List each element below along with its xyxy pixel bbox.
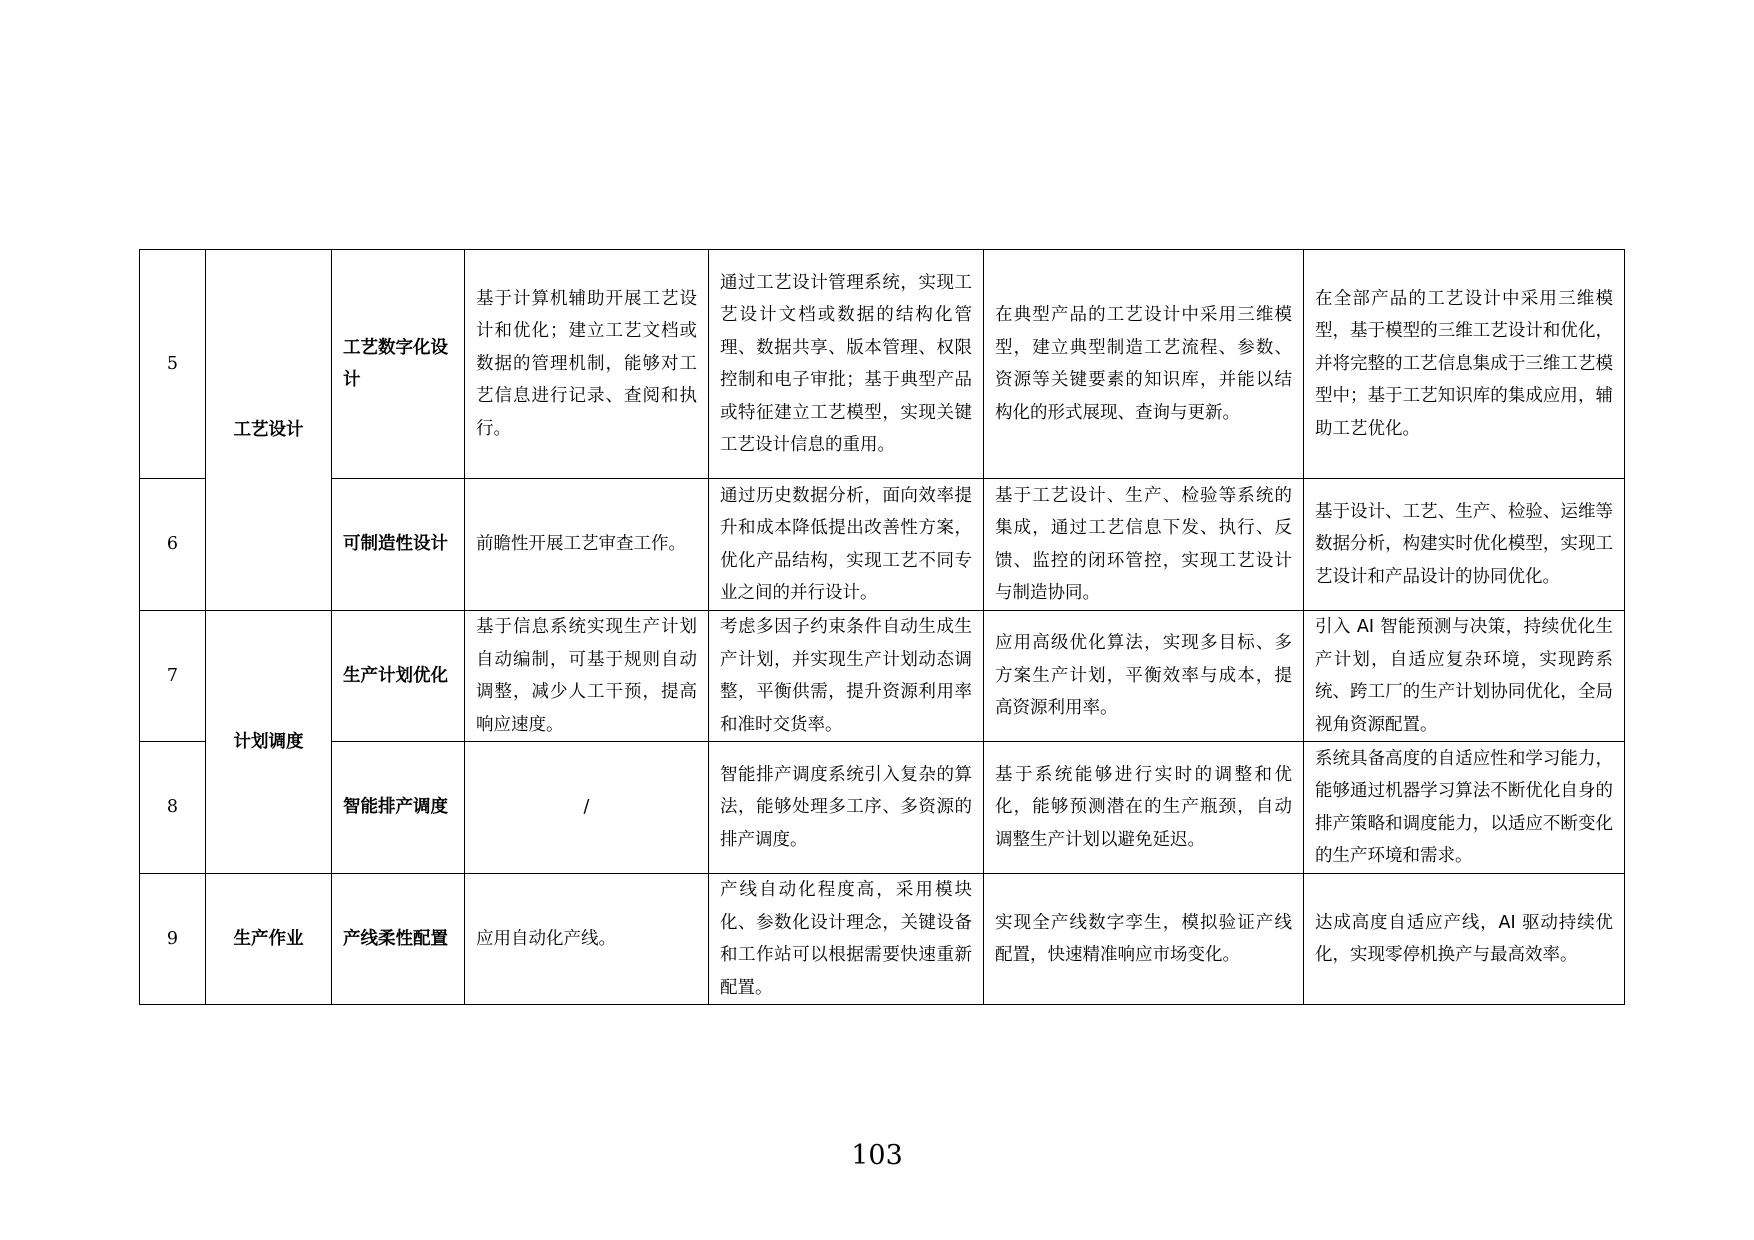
row-number: 7 — [140, 611, 206, 742]
row-number: 8 — [140, 742, 206, 874]
level1-cell: 应用自动化产线。 — [465, 874, 709, 1005]
level3-cell: 实现全产线数字孪生，模拟验证产线配置，快速精准响应市场变化。 — [984, 874, 1304, 1005]
level4-cell: 引入 AI 智能预测与决策，持续优化生产计划，自适应复杂环境，实现跨系统、跨工厂的生产计划协同优化，全局视角资源配置。 — [1304, 611, 1625, 742]
category-cell: 生产作业 — [206, 874, 332, 1005]
table-row — [140, 479, 1625, 611]
level2-cell: 考虑多因子约束条件自动生成生产计划，并实现生产计划动态调整，平衡供需，提升资源利用率和准时交货率。 — [709, 611, 984, 742]
row-number: 6 — [140, 479, 206, 611]
item-cell: 产线柔性配置 — [332, 874, 465, 1005]
item-cell: 智能排产调度 — [332, 742, 465, 874]
level1-cell: / — [465, 742, 709, 874]
level1-cell: 基于计算机辅助开展工艺设计和优化；建立工艺文档或数据的管理机制，能够对工艺信息进行记录、查阅和执行。 — [465, 250, 709, 479]
category-cell: 计划调度 — [206, 611, 332, 874]
page-number: 103 — [851, 1140, 903, 1171]
level3-cell: 基于系统能够进行实时的调整和优化，能够预测潜在的生产瓶颈，自动调整生产计划以避免延迟。 — [984, 742, 1304, 874]
level1-cell: 前瞻性开展工艺审查工作。 — [465, 479, 709, 611]
level2-cell: 通过历史数据分析，面向效率提升和成本降低提出改善性方案，优化产品结构，实现工艺不同专业之间的并行设计。 — [709, 479, 984, 611]
level2-cell: 通过工艺设计管理系统，实现工艺设计文档或数据的结构化管理、数据共享、版本管理、权限控制和电子审批；基于典型产品或特征建立工艺模型，实现关键工艺设计信息的重用。 — [709, 250, 984, 479]
table-row — [140, 250, 1625, 479]
row-number: 5 — [140, 250, 206, 479]
maturity-table — [139, 249, 1625, 1005]
item-cell: 生产计划优化 — [332, 611, 465, 742]
item-cell: 工艺数字化设计 — [332, 250, 465, 479]
level1-cell: 基于信息系统实现生产计划自动编制，可基于规则自动调整，减少人工干预，提高响应速度。 — [465, 611, 709, 742]
table-row — [140, 742, 1625, 874]
level4-cell: 系统具备高度的自适应性和学习能力，能够通过机器学习算法不断优化自身的排产策略和调度能力，以适应不断变化的生产环境和需求。 — [1304, 742, 1625, 874]
level2-cell: 智能排产调度系统引入复杂的算法，能够处理多工序、多资源的排产调度。 — [709, 742, 984, 874]
item-cell: 可制造性设计 — [332, 479, 465, 611]
table-row — [140, 874, 1625, 1005]
level3-cell: 应用高级优化算法，实现多目标、多方案生产计划，平衡效率与成本，提高资源利用率。 — [984, 611, 1304, 742]
table-row — [140, 611, 1625, 742]
level3-cell: 在典型产品的工艺设计中采用三维模型，建立典型制造工艺流程、参数、资源等关键要素的知识库，并能以结构化的形式展现、查询与更新。 — [984, 250, 1304, 479]
level4-cell: 在全部产品的工艺设计中采用三维模型，基于模型的三维工艺设计和优化，并将完整的工艺信息集成于三维工艺模型中；基于工艺知识库的集成应用，辅助工艺优化。 — [1304, 250, 1625, 479]
row-number: 9 — [140, 874, 206, 1005]
level3-cell: 基于工艺设计、生产、检验等系统的集成，通过工艺信息下发、执行、反馈、监控的闭环管控，实现工艺设计与制造协同。 — [984, 479, 1304, 611]
level4-cell: 达成高度自适应产线，AI 驱动持续优化，实现零停机换产与最高效率。 — [1304, 874, 1625, 1005]
level4-cell: 基于设计、工艺、生产、检验、运维等数据分析，构建实时优化模型，实现工艺设计和产品设计的协同优化。 — [1304, 479, 1625, 611]
category-cell: 工艺设计 — [206, 250, 332, 611]
level2-cell: 产线自动化程度高，采用模块化、参数化设计理念，关键设备和工作站可以根据需要快速重新配置。 — [709, 874, 984, 1005]
